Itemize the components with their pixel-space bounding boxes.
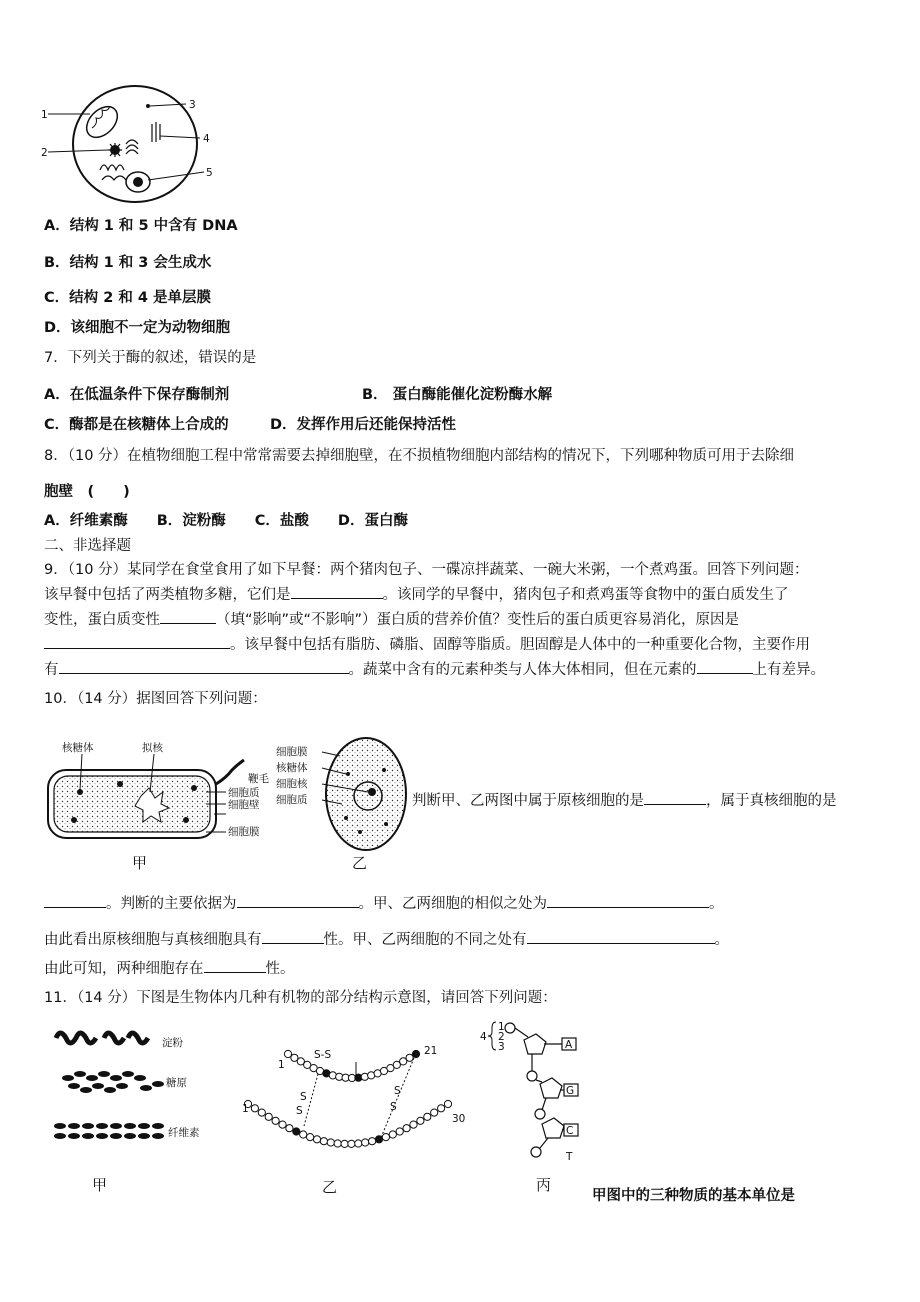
section-heading: 二、非选择题 — [44, 538, 131, 554]
q6-option-c: C．结构 2 和 4 是单层膜 — [44, 290, 212, 306]
fig-label: 鞭毛 — [248, 773, 269, 785]
amino-acid-bead — [265, 1113, 272, 1120]
amino-acid-bead — [410, 1121, 417, 1128]
fig-label: 细胞壁 — [228, 799, 260, 811]
fig-label: 糖原 — [166, 1077, 187, 1089]
peptide-chain-figure — [238, 1040, 472, 1160]
q8-options: A．纤维素酶 B．淀粉酶 C．盐酸 D．蛋白酶 — [44, 513, 408, 529]
answer-blank[interactable] — [291, 584, 383, 599]
q6-option-d: D．该细胞不一定为动物细胞 — [44, 320, 231, 336]
q7-option-a: A．在低温条件下保存酶制剂 — [44, 387, 230, 403]
base-label: C — [566, 1125, 574, 1137]
q9-line3: 变性，蛋白质变性 （填“影响”或“不影响”）蛋白质的营养价值？变性后的蛋白质更容易消化，原因是 — [44, 609, 739, 630]
fig-label: 2 — [41, 147, 48, 159]
fig-label: 核糖体 — [276, 762, 308, 774]
answer-blank[interactable] — [44, 634, 230, 649]
fig-label: 1 — [278, 1059, 285, 1071]
answer-blank[interactable] — [697, 659, 753, 674]
q7-option-c: C．酶都是在核糖体上合成的 — [44, 417, 229, 433]
fig-label: 21 — [424, 1045, 438, 1057]
q9-line5: 有 。蔬菜中含有的元素种类与人体大体相同，但在元素的 上有差异。 — [44, 659, 825, 680]
fig-label: 4 — [480, 1031, 487, 1043]
polysaccharide-figure — [46, 1026, 236, 1156]
figure-caption-jia: 甲 — [132, 854, 148, 872]
fig-label: 1 — [41, 109, 48, 121]
fig-label: 3 — [498, 1041, 505, 1053]
q8-stem-line1: 8．（10 分）在植物细胞工程中常常需要去掉细胞壁，在不损植物细胞内部结构的情况下，下列哪种物质可用于去除细 — [44, 448, 795, 464]
fig-label: 3 — [189, 99, 196, 111]
answer-blank[interactable] — [527, 929, 715, 944]
fig-label: 细胞核 — [276, 778, 308, 790]
fig-label: S-S — [314, 1049, 332, 1061]
q11-stem: 11．（14 分）下图是生物体内几种有机物的部分结构示意图，请回答下列问题： — [44, 990, 557, 1006]
base-label: T — [566, 1151, 573, 1162]
amino-acid-bead — [320, 1138, 327, 1145]
figure-caption-jia: 甲 — [92, 1176, 108, 1194]
fig-label: 细胞质 — [276, 794, 308, 806]
figure-caption-yi: 乙 — [352, 854, 368, 872]
amino-acid-bead — [348, 1140, 355, 1147]
amino-acid-bead — [438, 1105, 445, 1112]
amino-acid-bead — [341, 1140, 348, 1147]
amino-acid-bead — [313, 1136, 320, 1143]
prokaryote-figure — [46, 740, 286, 846]
amino-acid-bead — [293, 1128, 300, 1135]
q11-question-tail: 甲图中的三种物质的基本单位是 — [592, 1188, 795, 1204]
q8-stem-line2: 胞壁 ( ) — [44, 484, 130, 500]
amino-acid-bead — [258, 1109, 265, 1116]
amino-acid-bead — [251, 1105, 258, 1112]
amino-acid-bead — [272, 1117, 279, 1124]
fig-label: 细胞膜 — [276, 746, 308, 758]
fig-label: 拟核 — [142, 742, 163, 754]
q6-option-b: B．结构 1 和 3 会生成水 — [44, 255, 212, 271]
amino-acid-bead — [307, 1134, 314, 1141]
q7-option-b: B． 蛋白酶能催化淀粉酶水解 — [362, 387, 553, 403]
fig-label: 1 — [498, 1021, 505, 1033]
figure-caption-bing: 丙 — [536, 1176, 552, 1194]
q9-line1: 9．（10 分）某同学在食堂食用了如下早餐：两个猪肉包子、一碟凉拌蔬菜、一碗大米粥，一个煮鸡蛋。回答下列问题： — [44, 562, 809, 578]
q10-line2: 。判断的主要依据为 。甲、乙两细胞的相似之处为 。 — [44, 893, 724, 914]
fig-label: 4 — [203, 133, 210, 145]
amino-acid-bead — [444, 1100, 451, 1107]
answer-blank[interactable] — [44, 893, 106, 908]
amino-acid-bead — [300, 1131, 307, 1138]
figure-caption-yi: 乙 — [322, 1178, 338, 1196]
amino-acid-bead — [389, 1131, 396, 1138]
amino-acid-bead — [412, 1050, 419, 1057]
fig-label: 淀粉 — [162, 1037, 183, 1049]
amino-acid-bead — [382, 1134, 389, 1141]
fig-label: S — [390, 1101, 397, 1113]
eukaryote-figure — [276, 734, 416, 854]
answer-blank[interactable] — [160, 609, 216, 624]
amino-acid-bead — [355, 1140, 362, 1147]
amino-acid-bead — [403, 1125, 410, 1132]
q10-stem: 10．（14 分）据图回答下列问题： — [44, 691, 267, 707]
answer-blank[interactable] — [59, 659, 349, 674]
amino-acid-bead — [327, 1139, 334, 1146]
q9-line4: 。该早餐中包括有脂肪、磷脂、固醇等脂质。胆固醇是人体中的一种重要化合物，主要作用 — [44, 634, 810, 655]
amino-acid-bead — [279, 1121, 286, 1128]
fig-label: 细胞质 — [228, 787, 260, 799]
q9-line2: 该早餐中包括了两类植物多糖，它们是 。该同学的早餐中，猪肉包子和煮鸡蛋等食物中的蛋白质发生了 — [44, 584, 789, 605]
fig-label: 核糖体 — [62, 742, 94, 754]
q6-option-a: A．结构 1 和 5 中含有 DNA — [44, 218, 238, 234]
fig-label: S — [300, 1091, 307, 1103]
answer-blank[interactable] — [644, 790, 706, 805]
answer-blank[interactable] — [204, 958, 266, 973]
amino-acid-bead — [417, 1117, 424, 1124]
q7-stem: 7．下列关于酶的叙述，错误的是 — [44, 350, 257, 366]
answer-blank[interactable] — [262, 929, 324, 944]
q10-line1: 判断甲、乙两图中属于原核细胞的是 ，属于真核细胞的是 — [412, 790, 837, 811]
amino-acid-bead — [362, 1139, 369, 1146]
fig-label: 1 — [242, 1103, 249, 1115]
amino-acid-bead — [424, 1113, 431, 1120]
fig-label: 2 — [498, 1031, 505, 1043]
dna-strand-figure — [480, 1020, 590, 1162]
answer-blank[interactable] — [237, 893, 359, 908]
q10-line3: 由此看出原核细胞与真核细胞具有 性。甲、乙两细胞的不同之处有 。 — [44, 929, 729, 950]
q7-option-d: D．发挥作用后还能保持活性 — [270, 417, 457, 433]
amino-acid-bead — [431, 1109, 438, 1116]
amino-acid-bead — [396, 1128, 403, 1135]
amino-acid-bead — [334, 1140, 341, 1147]
fig-label: S — [296, 1105, 303, 1117]
fig-label: 30 — [452, 1113, 466, 1125]
q10-line4: 由此可知，两种细胞存在 性。 — [44, 958, 295, 979]
amino-acid-bead — [369, 1138, 376, 1145]
cell-organelle-figure — [40, 84, 230, 206]
fig-label: S — [394, 1085, 401, 1097]
answer-blank[interactable] — [547, 893, 709, 908]
fig-label: 纤维素 — [168, 1127, 200, 1139]
base-label: G — [566, 1085, 575, 1097]
amino-acid-bead — [286, 1125, 293, 1132]
base-label: A — [565, 1039, 573, 1051]
fig-label: 5 — [206, 167, 213, 179]
fig-label: 细胞膜 — [228, 826, 260, 838]
